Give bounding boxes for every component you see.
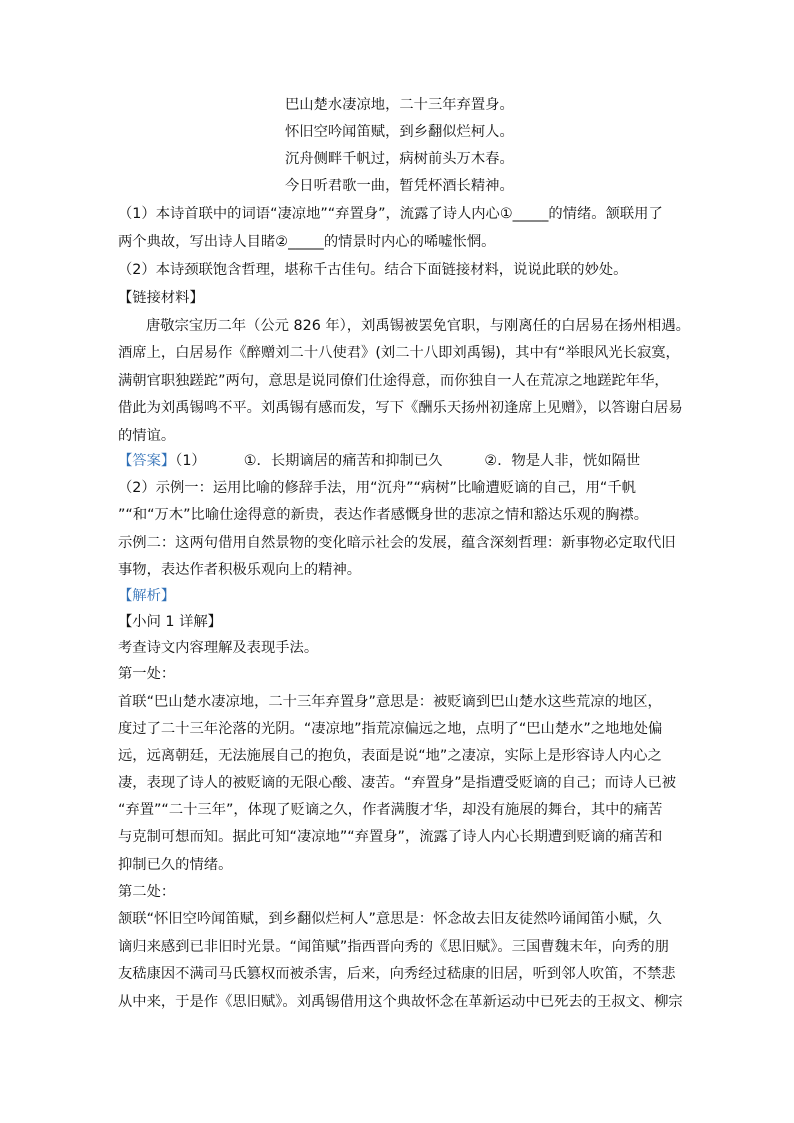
analysis-intro: 考查诗文内容理解及表现手法。: [118, 640, 319, 656]
material-line-1: 唐敬宗宝历二年（公元 826 年），刘禹锡被罢免官职，与刚离任的白居易在扬州相遇。: [146, 318, 690, 334]
question-2-line-1: （2）本诗颈联饱含哲理，堪称千古佳句。结合下面链接材料，说说此联的妙处。: [118, 262, 628, 278]
answer-part-2-line-3: 示例二：这两句借用自然景物的变化暗示社会的发展，蕴含深刻哲理：新事物必定取代旧: [118, 535, 676, 551]
analysis-p2-line-1: 颔联“怀旧空吟闻笛赋，到乡翻似烂柯人”意思是：怀念故去旧友徒然吟诵闻笛小赋，久: [118, 911, 662, 927]
material-heading: 【链接材料】: [118, 290, 204, 306]
answer-line-1: [118, 452, 640, 470]
poem-line-3: 沉舟侧畔千帆过，病树前头万木春。: [285, 151, 514, 167]
answer-part-1-item-1: ①．长期谪居的痛苦和抑制已久: [243, 453, 443, 469]
analysis-p2-line-2: 谪归来感到已非旧时光景。“闻笛赋”指西晋向秀的《思旧赋》。三国曹魏末年，向秀的朋: [118, 939, 669, 955]
analysis-p1-line-2: 度过了二十三年沦落的光阴。“凄凉地”指荒凉偏远之地，点明了“巴山楚水”之地地处偏: [118, 721, 663, 737]
analysis-p1-line-1: 首联“巴山楚水凄凉地，二十三年弃置身”意思是：被贬谪到巴山楚水这些荒凉的地区，: [118, 694, 662, 710]
analysis-p1-line-4: 凄，表现了诗人的被贬谪的无限心酸、凄苦。“弃置身”是指遭受贬谪的自己；而诗人已被: [118, 775, 677, 791]
analysis-subquestion-1: 【小问 1 详解】: [118, 614, 222, 630]
answer-part-2-line-2: ”“和“万木”比喻仕途得意的新贵，表达作者感慨身世的悲凉之情和豁达乐观的胸襟。: [118, 507, 649, 523]
answer-part-1-prefix: （1）: [175, 453, 206, 469]
question-1-line-2: 两个典故，写出诗人目睹②_____的情景时内心的唏嘘怅惘。: [118, 234, 496, 250]
poem-line-2: 怀旧空吟闻笛赋，到乡翻似烂柯人。: [285, 124, 514, 140]
analysis-p1-line-7: 抑制已久的情绪。: [118, 857, 233, 873]
analysis-p2-line-4: 从中来，于是作《思旧赋》。刘禹锡借用这个典故怀念在革新运动中已死去的王叔文、柳宗: [118, 994, 683, 1010]
answer-part-1-item-2: ②．物是人非，恍如隔世: [484, 453, 641, 469]
analysis-p2-line-3: 友嵇康因不满司马氏篡权而被杀害，后来，向秀经过嵇康的旧居，听到邻人吹笛，不禁悲: [118, 966, 676, 982]
analysis-p1-line-5: “弃置”“二十三年”，体现了贬谪之久，作者满腹才华，却没有施展的舞台，其中的痛苦: [118, 802, 663, 818]
answer-part-2-line-1: （2）示例一：运用比喻的修辞手法，用“沉舟”“病树”比喻遭贬谪的自己，用“千帆: [118, 480, 636, 496]
material-line-2: 酒席上，白居易作《醉赠刘二十八使君》(刘二十八即刘禹锡)，其中有“举眼风光长寂寞，: [118, 345, 680, 361]
poem-line-1: 巴山楚水凄凉地，二十三年弃置身。: [285, 97, 514, 113]
analysis-p1-line-6: 与克制可想而知。据此可知“凄凉地”“弃置身”，流露了诗人内心长期遭到贬谪的痛苦和: [118, 829, 663, 845]
material-line-5: 的情谊。: [118, 428, 176, 444]
analysis-p1-line-3: 远，远离朝廷，无法施展自己的抱负，表面是说“地”之凄凉，实际上是形容诗人内心之: [118, 748, 662, 764]
answer-label: 【答案】: [118, 453, 176, 469]
material-line-4: 借此为刘禹锡鸣不平。刘禹锡有感而发，写下《酬乐天扬州初逢席上见赠》，以答谢白居易: [118, 400, 683, 416]
material-line-3: 满朝官职独蹉跎”两句，意思是说同僚们仕途得意，而你独自一人在荒凉之地蹉跎年华，: [118, 373, 669, 389]
analysis-first-spot: 第一处：: [118, 666, 176, 682]
answer-part-2-line-4: 事物，表达作者积极乐观向上的精神。: [118, 562, 362, 578]
poem-line-4: 今日听君歌一曲，暂凭杯酒长精神。: [285, 178, 514, 194]
analysis-label: 【解析】: [118, 588, 176, 604]
analysis-second-spot: 第二处：: [118, 884, 176, 900]
question-1-line-1: （1）本诗首联中的词语“凄凉地”“弃置身”，流露了诗人内心①_____的情绪。颔联用了: [118, 206, 663, 222]
